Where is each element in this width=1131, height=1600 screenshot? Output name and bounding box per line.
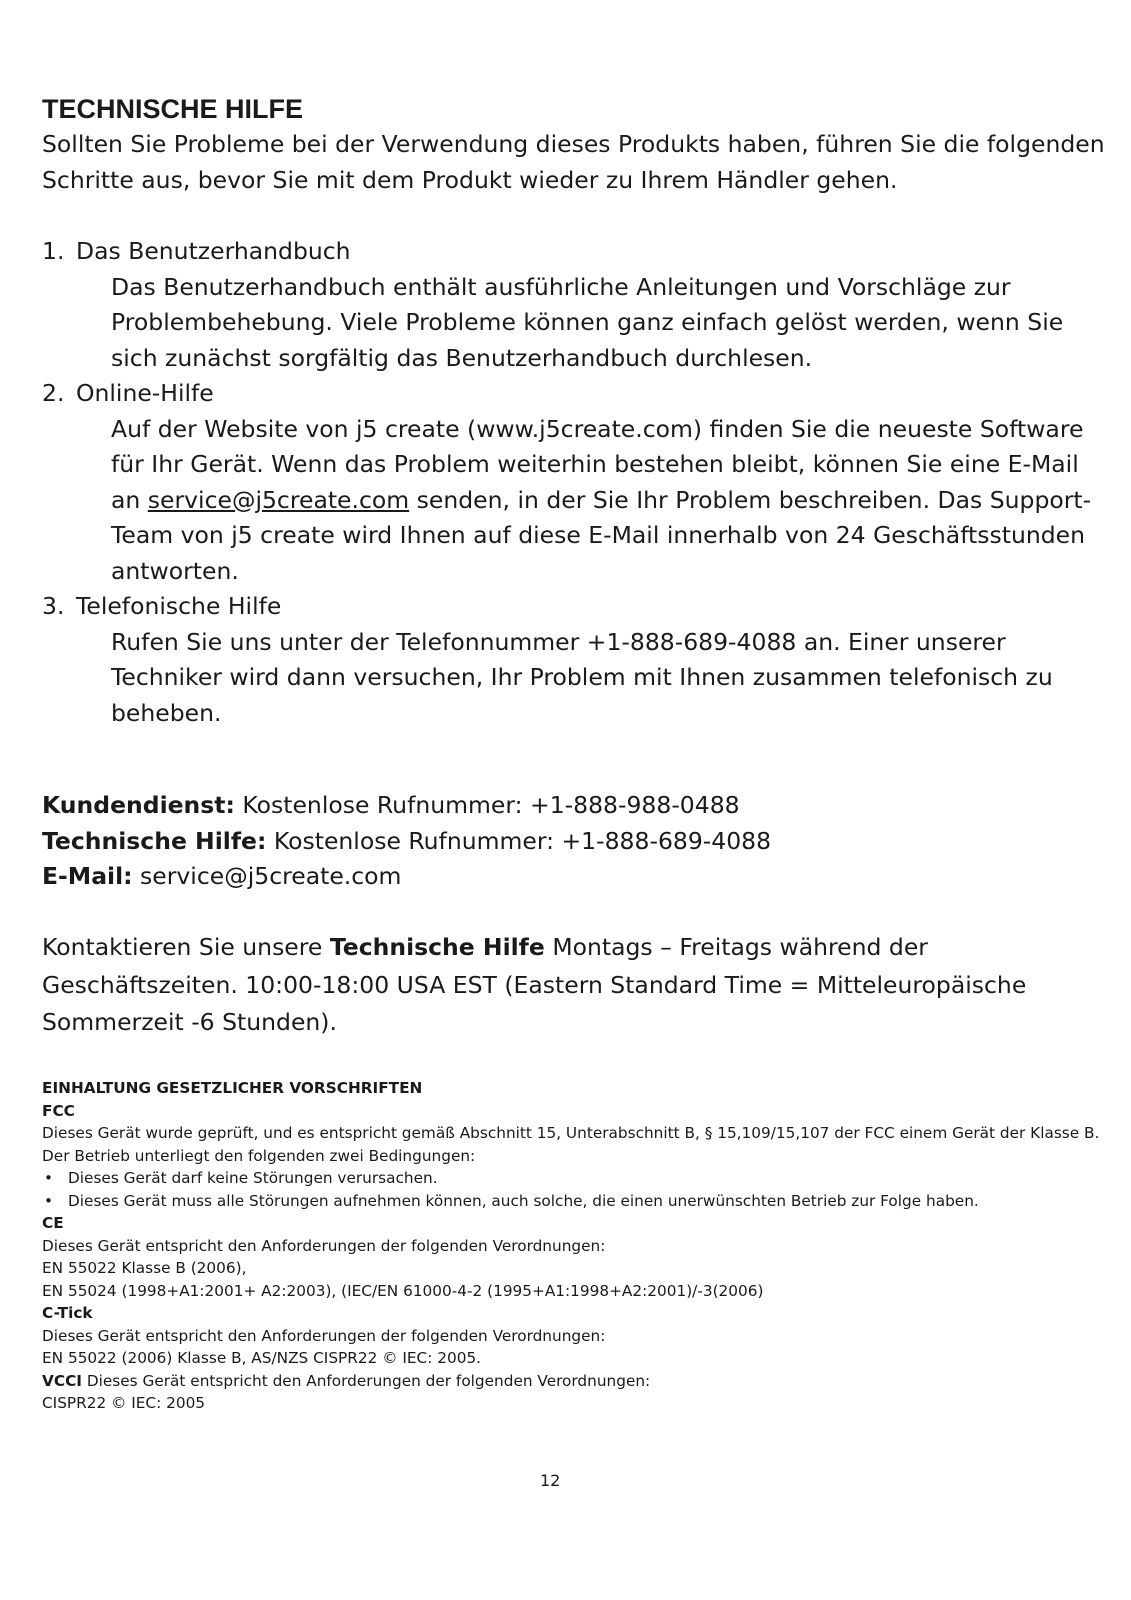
hours-text: Kontaktieren Sie unsere — [42, 933, 330, 961]
hours-bold-text: Technische Hilfe — [329, 933, 545, 961]
bullet-icon: • — [44, 1191, 54, 1210]
regulatory-section — [42, 1077, 1112, 1415]
step-body-text: senden, in der Sie Ihr Problem beschreiben. Das Support-Team von j5 create wird Ihnen auf diese E-Mail innerhalb von 24 Geschäftsstunden antworten. — [111, 485, 1092, 585]
vcci-line — [42, 1370, 1112, 1393]
email-line — [42, 859, 1107, 895]
page-number: 12 — [540, 1471, 561, 1490]
regulatory-title: EINHALTUNG GESETZLICHER VORSCHRIFTEN — [42, 1079, 423, 1097]
ctick-text: Dieses Gerät entspricht den Anforderungen der folgenden Verordnungen: — [42, 1326, 606, 1345]
ce-standard-line: EN 55022 Klasse B (2006), — [42, 1259, 247, 1277]
step-number: 3. — [42, 592, 65, 620]
step-body-text: Auf der Website von j5 create (www.j5create.com) finden Sie die neueste Software für Ihr Gerät. Wenn das Problem weiterhin bestehen bleibt, können Sie eine E-Mail an — [111, 414, 1084, 514]
step-body — [42, 412, 1107, 590]
support-email-link[interactable]: service@j5create.com — [147, 485, 410, 514]
hours-text: Montags – Freitags während der Geschäftszeiten. 10:00-18:00 USA EST (Eastern Standard Time = Mitteleuropäische Sommerzeit -6 Stunden). — [42, 933, 1027, 1036]
business-hours-paragraph — [42, 929, 1042, 1042]
ce-text: Dieses Gerät entspricht den Anforderungen der folgenden Verordnungen: — [42, 1236, 606, 1255]
fcc-conditions: Der Betrieb unterliegt den folgenden zwei Bedingungen: — [42, 1146, 476, 1165]
ce-label: CE — [42, 1214, 64, 1232]
email-value: service@j5create.com — [132, 862, 402, 890]
customer-service-value: Kostenlose Rufnummer: +1-888-988-0488 — [234, 791, 740, 819]
ce-standard-line: EN 55024 (1998+A1:2001+ A2:2003), (IEC/EN 61000-4-2 (1995+A1:1998+A2:2001)/-3(2006) — [42, 1281, 764, 1300]
customer-service-label: Kundendienst: — [42, 791, 235, 819]
bullet-text: Dieses Gerät darf keine Störungen verursachen. — [68, 1169, 438, 1187]
tech-support-value: Kostenlose Rufnummer: +1-888-689-4088 — [266, 826, 772, 855]
page-title: TECHNISCHE HILFE — [42, 94, 304, 124]
list-item — [42, 234, 1107, 376]
fcc-label: FCC — [42, 1101, 75, 1120]
list-item — [42, 589, 1107, 731]
ctick-label: C-Tick — [42, 1304, 93, 1322]
bullet-text: Dieses Gerät muss alle Störungen aufnehmen können, auch solche, die einen unerwünschten Betrieb zur Folge haben. — [68, 1191, 979, 1210]
ctick-standard-line: EN 55022 (2006) Klasse B, AS/NZS CISPR22 © IEC: 2005. — [42, 1349, 482, 1367]
list-item — [42, 1167, 1112, 1190]
step-body: Rufen Sie uns unter der Telefonnummer +1-888-689-4088 an. Einer unserer Techniker wird dann versuchen, Ihr Problem mit Ihnen zusammen telefonisch zu beheben. — [111, 627, 1053, 727]
step-title: Telefonische Hilfe — [76, 592, 282, 620]
step-number: 1. — [42, 237, 65, 265]
vcci-text: Dieses Gerät entspricht den Anforderungen der folgenden Verordnungen: — [81, 1371, 651, 1390]
contact-block — [42, 788, 1107, 895]
list-item — [42, 1190, 1112, 1213]
email-label: E-Mail: — [42, 862, 133, 890]
vcci-standard-line: CISPR22 © IEC: 2005 — [42, 1394, 206, 1412]
step-title: Das Benutzerhandbuch — [76, 237, 351, 265]
step-number: 2. — [42, 379, 65, 407]
tech-support-label: Technische Hilfe: — [42, 826, 267, 855]
tech-support-line — [42, 824, 1107, 860]
step-body: Das Benutzerhandbuch enthält ausführliche Anleitungen und Vorschläge zur Problembehebung. Viele Probleme können ganz einfach gelöst werden, wenn Sie sich zunächst sorgfältig das Benutzerhandbuch durchlesen. — [111, 272, 1064, 372]
intro-paragraph: Sollten Sie Probleme bei der Verwendung dieses Produkts haben, führen Sie die folgenden Schritte aus, bevor Sie mit dem Produkt wieder zu Ihrem Händler gehen. — [42, 130, 1105, 194]
step-title: Online-Hilfe — [76, 379, 214, 407]
bullet-icon: • — [44, 1169, 54, 1187]
list-item — [42, 376, 1107, 589]
vcci-label: VCCI — [42, 1371, 82, 1390]
help-steps-list — [42, 234, 1107, 731]
customer-service-line — [42, 788, 1107, 824]
fcc-text: Dieses Gerät wurde geprüft, und es entspricht gemäß Abschnitt 15, Unterabschnitt B, § 15,109/15,107 der FCC einem Gerät der Klasse B. — [42, 1124, 1100, 1142]
